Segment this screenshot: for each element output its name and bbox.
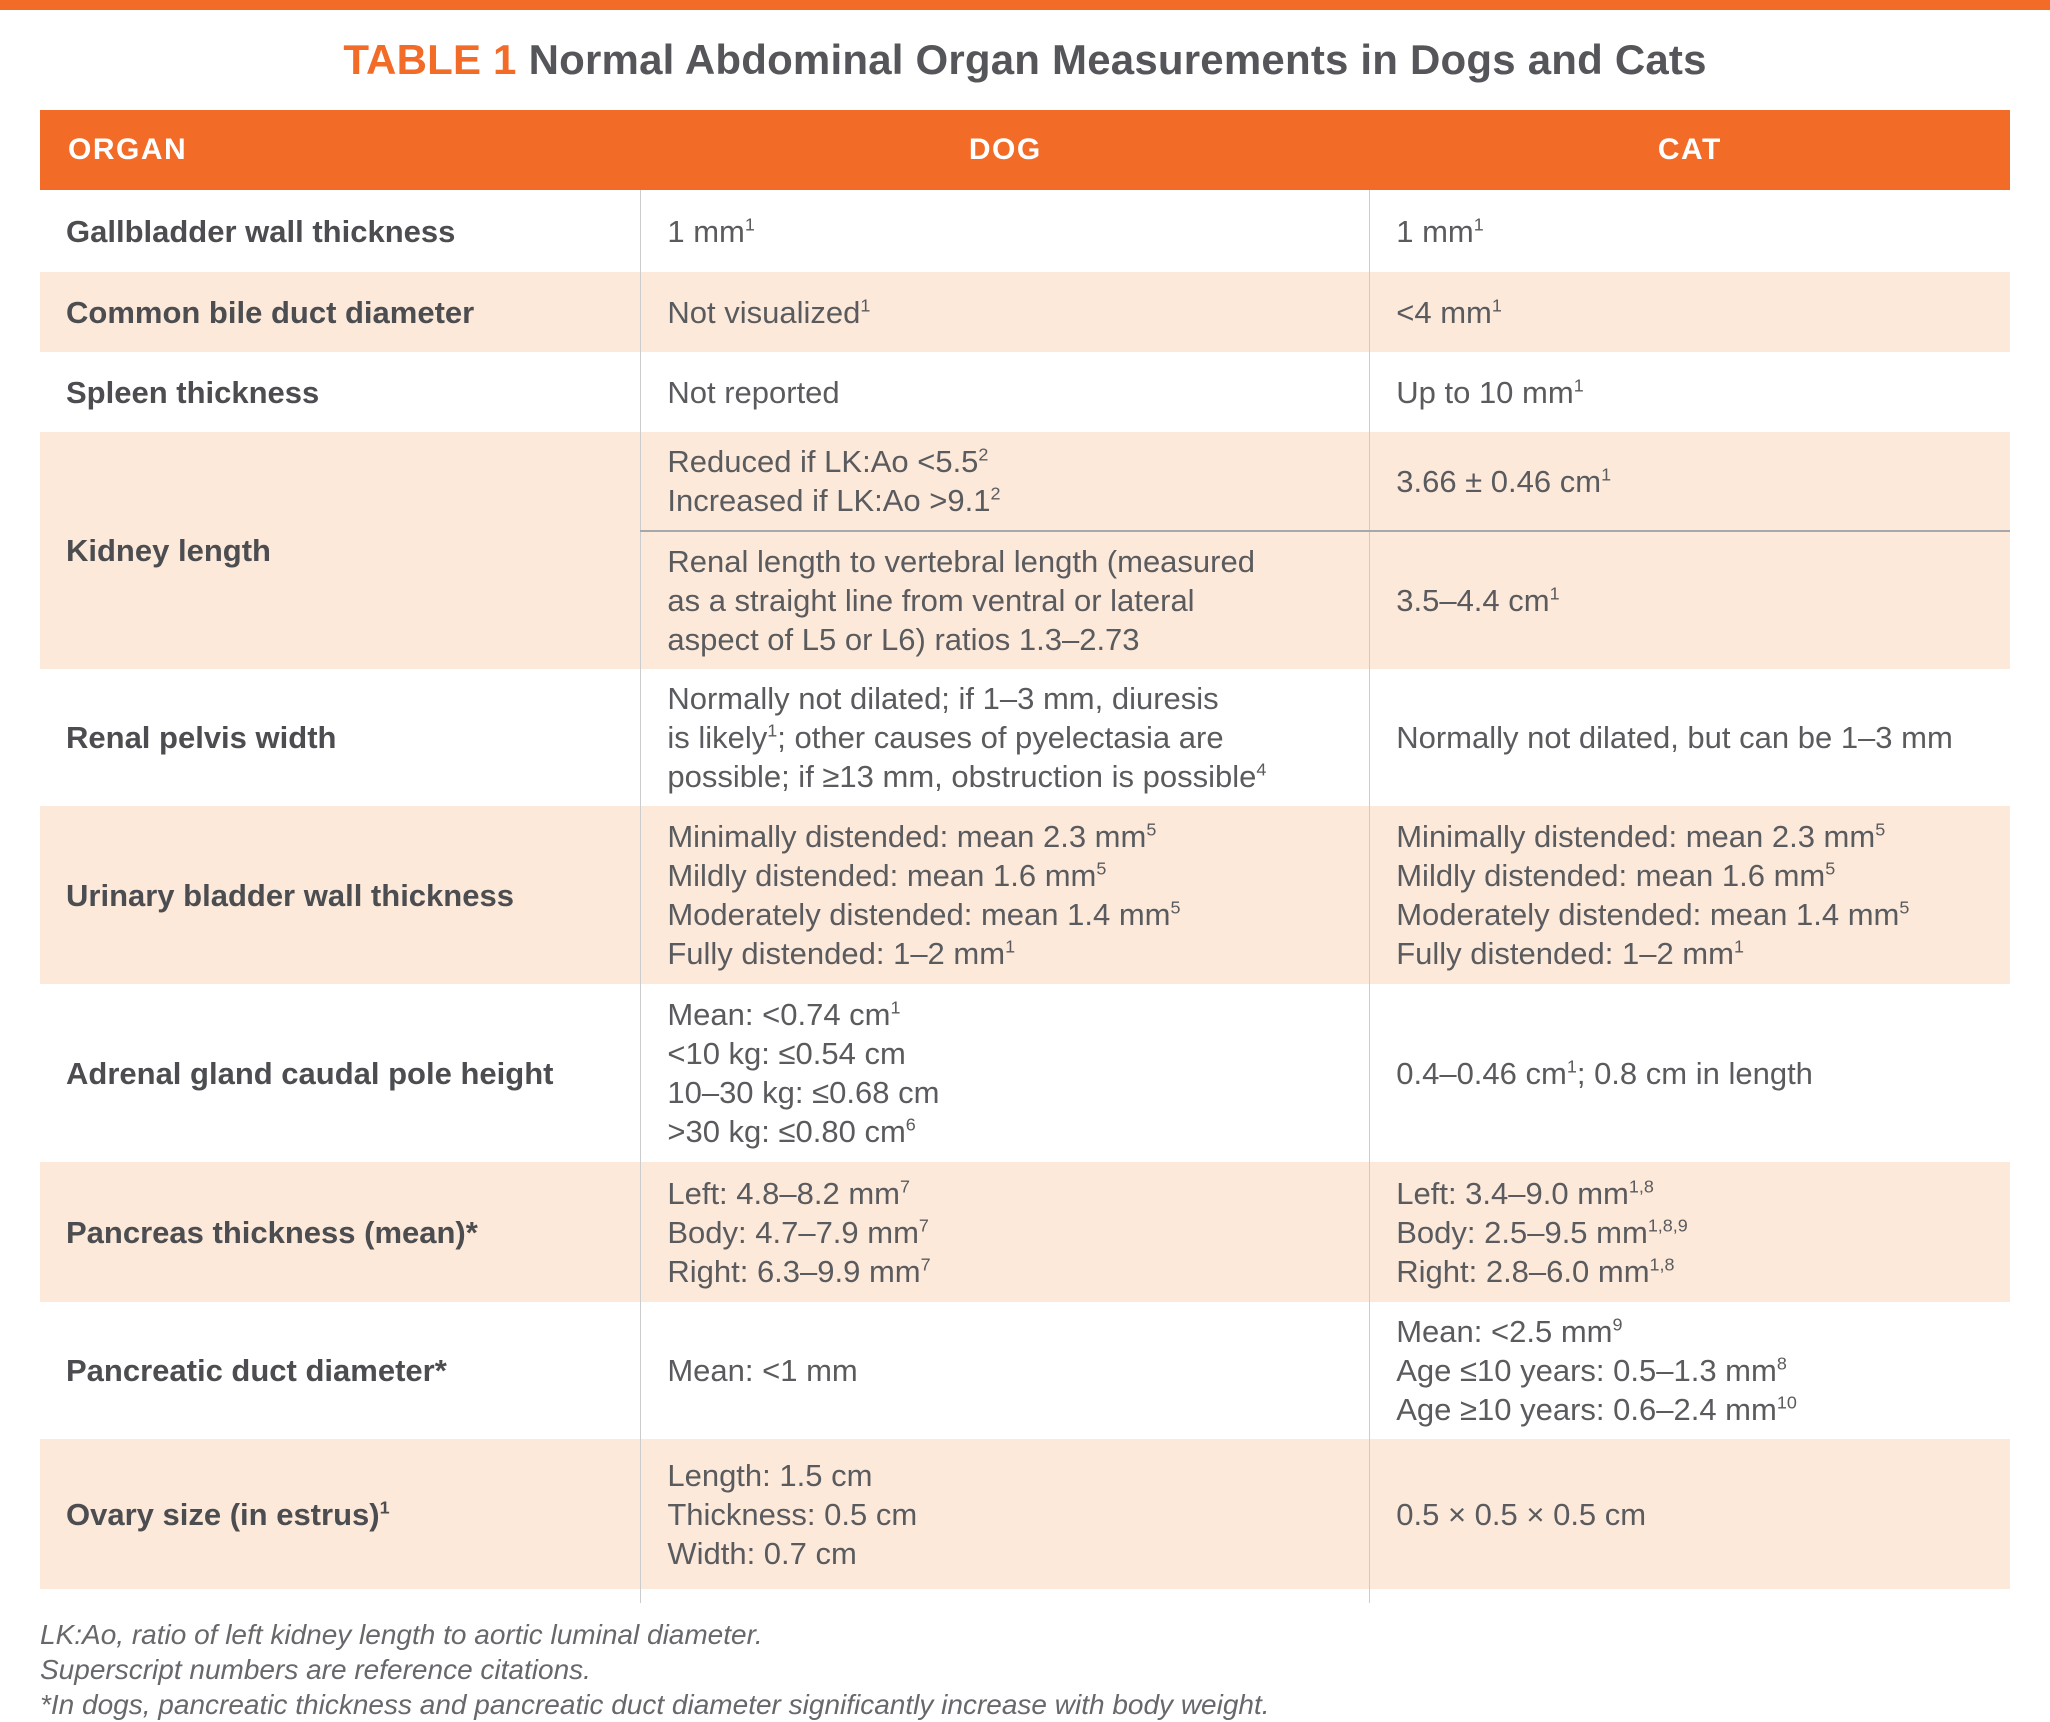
cat-value-cell: 3.66 ± 0.46 $cm^1$ xyxy=(1370,432,2010,531)
dog-value-cell: Left: 4.8–8.2 $mm^7$ Body: 4.7–7.9 $mm^7$ Right: 6.3–9.9 $mm^7$ xyxy=(641,1162,1370,1302)
cat-value-cell: Normally not dilated, but can be 1–3 mm xyxy=(1370,669,2010,806)
cat-value-cell: <4 $mm^1$ xyxy=(1370,272,2010,352)
organ-cell: Spleen thickness xyxy=(66,374,320,410)
cat-value-cell: 0.4–0.46 $cm^1$; 0.8 cm in length xyxy=(1370,984,2010,1162)
row-adrenal-gland-caudal-pole-height xyxy=(40,984,2010,1162)
row-common-bile-duct-diameter xyxy=(40,272,2010,352)
dog-value-cell: Minimally distended: mean 2.3 $mm^5$ Mildly distended: mean 1.6 $mm^5$ Moderately distended: mean 1.4 $mm^5$ Fully distended: 1–2 $mm^1$ xyxy=(641,806,1370,984)
footnote-superscripts: Superscript numbers are reference citations. xyxy=(40,1654,591,1685)
dog-value-cell: Mean: <0.74 $cm^1$ <10 kg: ≤0.54 cm 10–30 kg: ≤0.68 cm >30 kg: ≤0.80 $cm^6$ xyxy=(641,984,1370,1162)
row-gallbladder-wall-thickness xyxy=(40,190,2010,272)
organ-cell: Urinary bladder wall thickness xyxy=(66,877,514,913)
cat-value-cell: Minimally distended: mean 2.3 $mm^5$ Mildly distended: mean 1.6 $mm^5$ Moderately distended: mean 1.4 $mm^5$ Fully distended: 1–2 $mm^1$ xyxy=(1370,806,2010,984)
organ-cell: Adrenal gland caudal pole height xyxy=(66,1055,554,1091)
cat-value-cell: 3.5–4.4 $cm^1$ xyxy=(1370,531,2010,669)
dog-value-cell: Length: 1.5 cm Thickness: 0.5 cm Width: 0.7 cm xyxy=(641,1439,1370,1589)
row-ovary-size xyxy=(40,1439,2010,1589)
measurements-table-wrapper xyxy=(40,110,2010,1603)
measurements-table xyxy=(40,110,2010,1603)
row-pancreas-thickness xyxy=(40,1162,2010,1302)
dog-value-cell: 1 $mm^1$ xyxy=(641,190,1370,272)
organ-cell: Kidney length xyxy=(66,533,271,568)
row-pancreatic-duct-diameter xyxy=(40,1302,2010,1439)
cat-value-cell: Mean: <2.5 $mm^9$ Age ≤10 years: 0.5–1.3 $mm^8$ Age ≥10 years: 0.6–2.4 $mm^{10}$ xyxy=(1370,1302,2010,1439)
footnote-lkao: LK:Ao, ratio of left kidney length to aortic luminal diameter. xyxy=(40,1619,763,1650)
table-header-row xyxy=(40,110,2010,190)
dog-value-cell: Not reported xyxy=(641,352,1370,432)
dog-value-cell: Normally not dilated; if 1–3 mm, diuresis is likely$^1$; other causes of pyelectasia are possible; if ≥13 mm, obstruction is possible$^4$ xyxy=(641,669,1370,806)
row-kidney-length-upper xyxy=(40,432,2010,531)
organ-cell: Gallbladder wall thickness xyxy=(66,213,456,249)
column-header-dog: DOG xyxy=(641,110,1370,190)
organ-cell: Renal pelvis width xyxy=(66,720,337,755)
cat-value-cell: 0.5 × 0.5 × 0.5 cm xyxy=(1370,1439,2010,1589)
dog-value-cell: Not visualized$^1$ xyxy=(641,272,1370,352)
page-title xyxy=(0,10,2050,84)
row-spleen-thickness xyxy=(40,352,2010,432)
cat-value-cell: Up to 10 $mm^1$ xyxy=(1370,352,2010,432)
organ-cell: Pancreatic duct diameter* xyxy=(66,1353,447,1388)
row-urinary-bladder-wall-thickness xyxy=(40,806,2010,984)
table-bottom-stub-row xyxy=(40,1589,2010,1603)
top-accent-bar xyxy=(0,0,2050,10)
dog-value-cell: Reduced if LK:Ao $<5.5^2$ Increased if LK:Ao $>9.1^2$ xyxy=(641,432,1370,531)
organ-cell: Ovary size (in estrus)$^1$ xyxy=(66,1496,390,1532)
column-header-organ: ORGAN xyxy=(40,110,641,190)
footnote-asterisk: *In dogs, pancreatic thickness and pancreatic duct diameter significantly increase with body weight. xyxy=(40,1689,1270,1720)
row-renal-pelvis-width xyxy=(40,669,2010,806)
dog-value-cell: Renal length to vertebral length (measured as a straight line from ventral or lateral aspect of L5 or L6) ratios 1.3–2.73 xyxy=(641,531,1370,669)
cat-value-cell: 1 $mm^1$ xyxy=(1370,190,2010,272)
footnotes xyxy=(40,1617,2010,1722)
cat-value-cell: Left: 3.4–9.0 mm$^{1,8}$ Body: 2.5–9.5 mm$^{1,8,9}$ Right: 2.8–6.0 mm$^{1,8}$ xyxy=(1370,1162,2010,1302)
table-title-text: Normal Abdominal Organ Measurements in Dogs and Cats xyxy=(528,36,1707,83)
organ-cell: Pancreas thickness (mean)* xyxy=(66,1214,478,1250)
column-header-cat: CAT xyxy=(1370,110,2010,190)
table-number-label: TABLE 1 xyxy=(343,36,517,83)
dog-value-cell: Mean: <1 mm xyxy=(641,1302,1370,1439)
organ-cell: Common bile duct diameter xyxy=(66,294,475,330)
